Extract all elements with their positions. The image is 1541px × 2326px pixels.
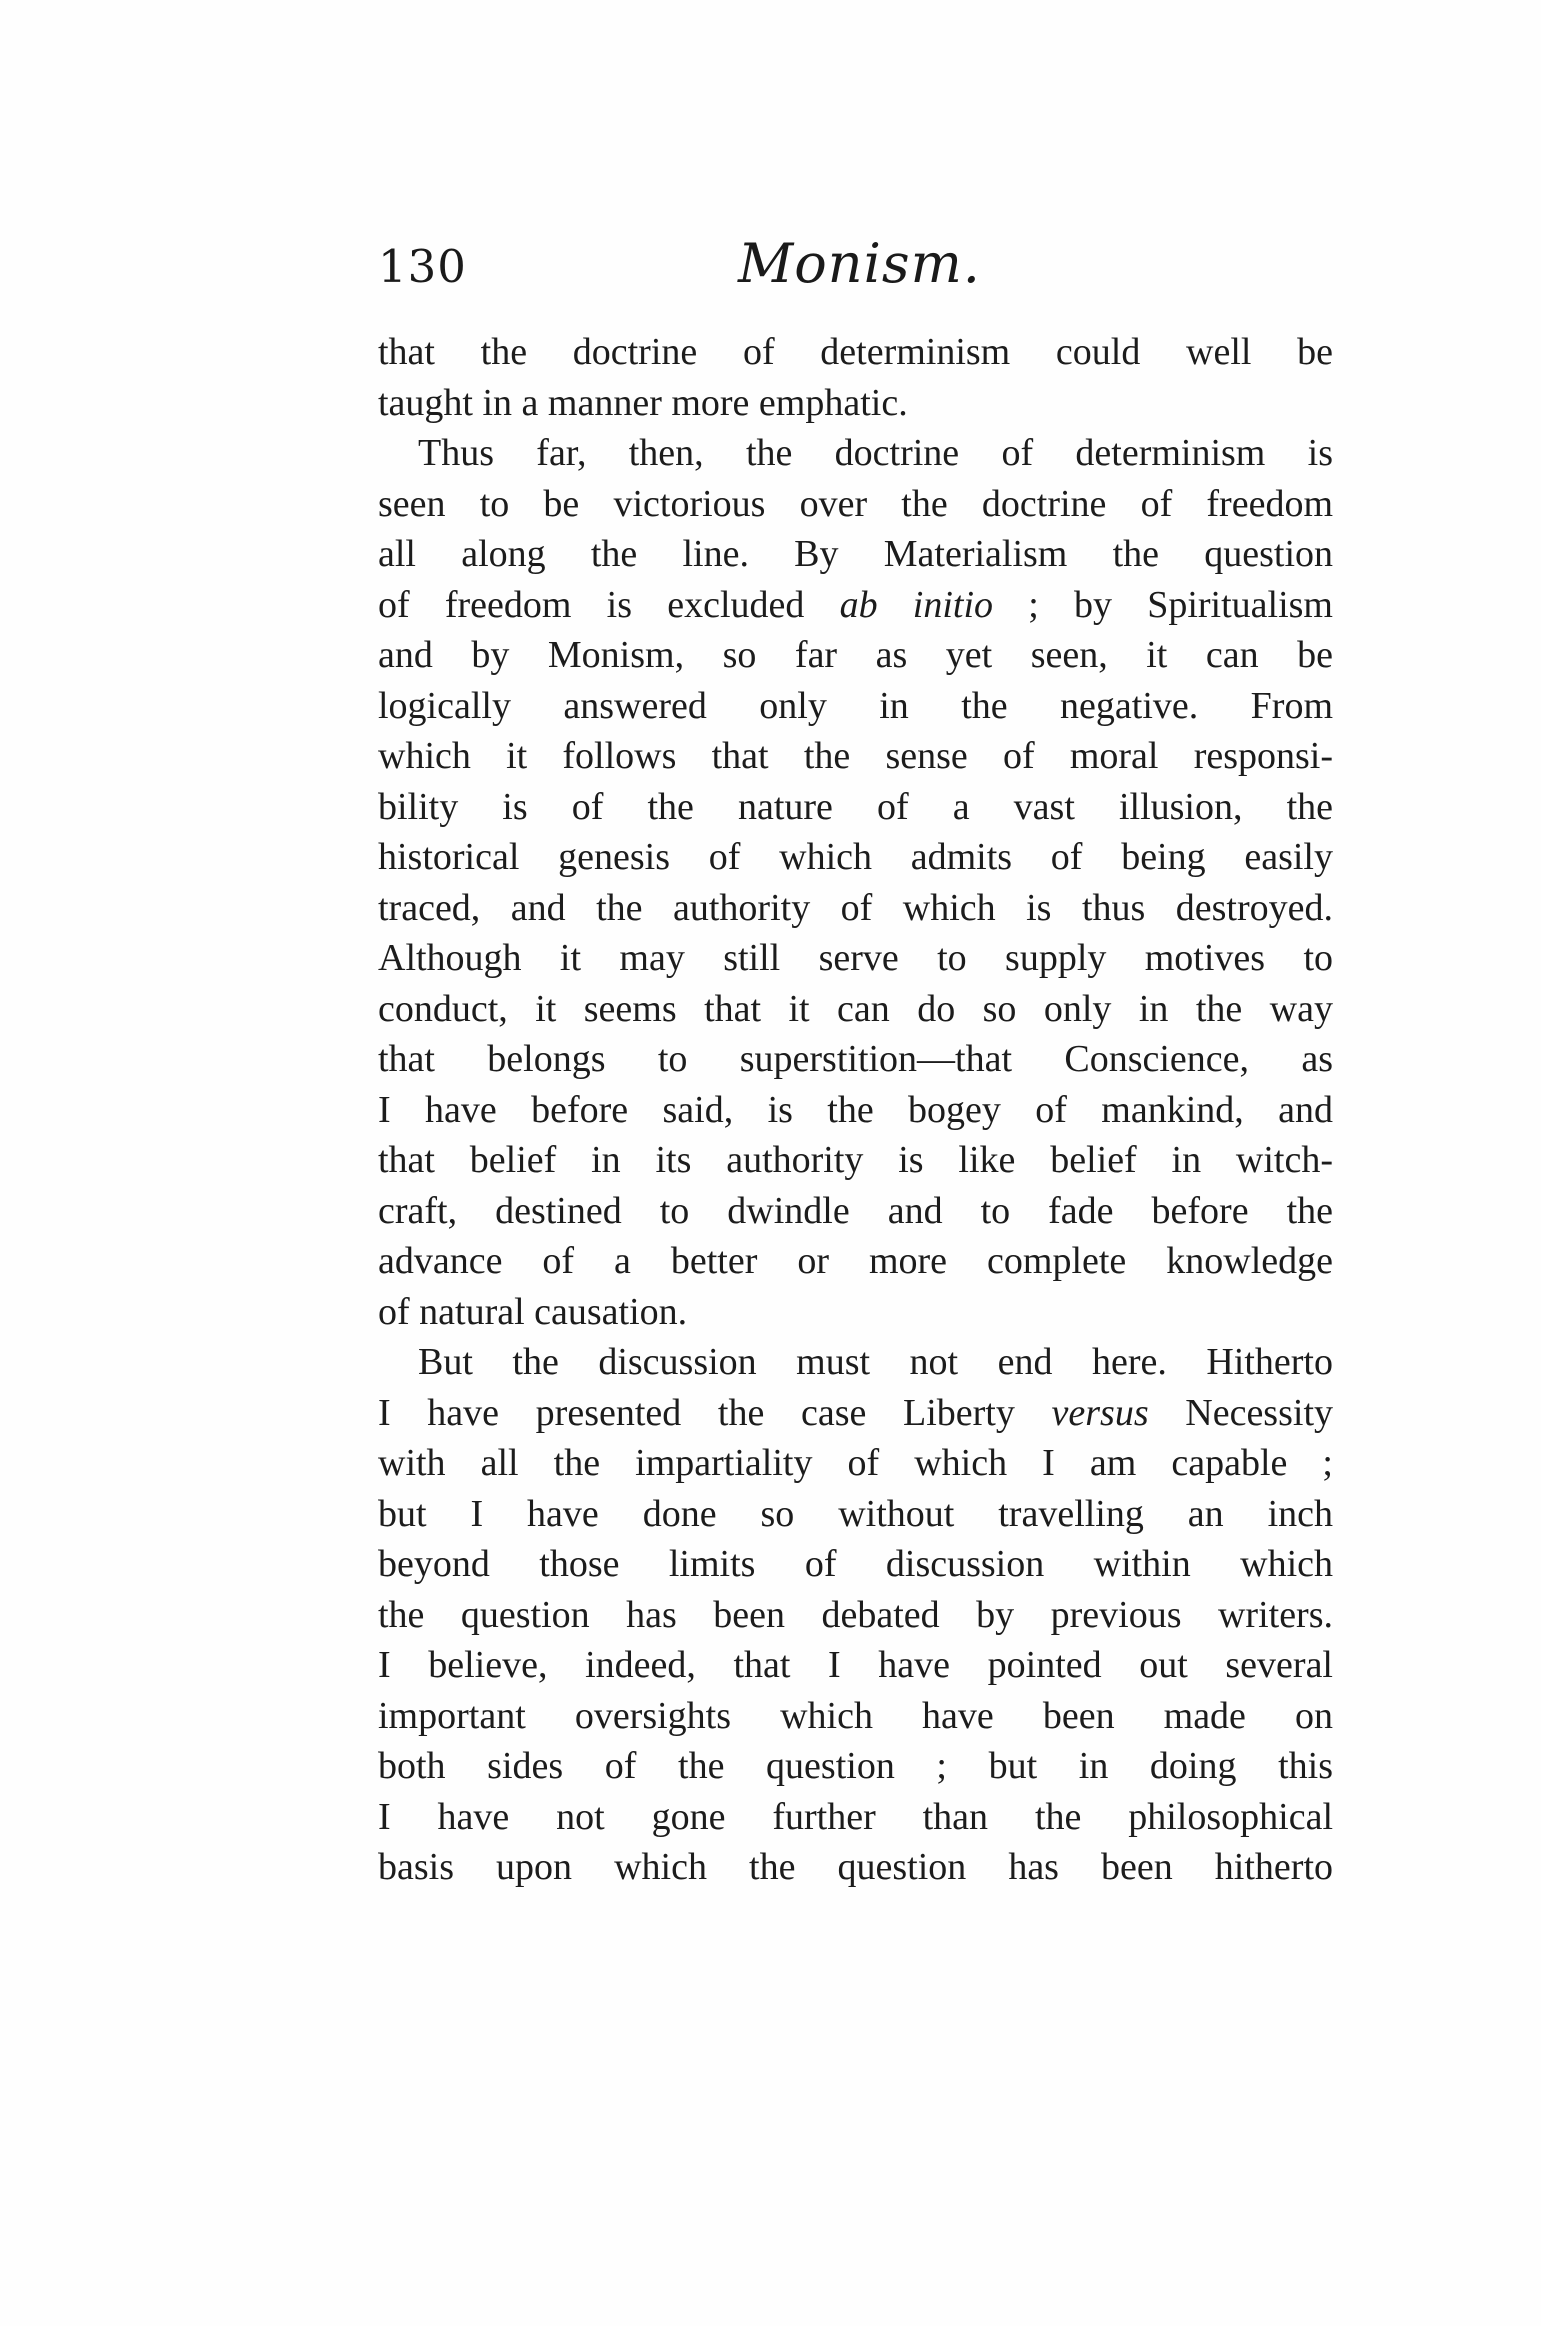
- text-line: Although it may still serve to supply motives to: [378, 937, 1333, 979]
- running-title: Monism.: [738, 232, 981, 295]
- text-line: important oversights which have been made on: [378, 1694, 1333, 1737]
- text-line: taught in a manner more emphatic.: [378, 381, 908, 424]
- text-line: historical genesis of which admits of being easily: [378, 836, 1333, 878]
- text-line: with all the impartiality of which I am capable ;: [378, 1442, 1333, 1484]
- text-line: but I have done so without travelling an inch: [378, 1492, 1333, 1535]
- text-line: advance of a better or more complete knowledge: [378, 1240, 1333, 1282]
- text-line: craft, destined to dwindle and to fade before the: [378, 1189, 1333, 1232]
- page-number: 130: [378, 240, 467, 293]
- text-segment: of freedom is excluded: [378, 583, 840, 626]
- text-line: that belief in its authority is like belief in witch-: [378, 1139, 1333, 1181]
- text-line: that the doctrine of determinism could well be: [378, 331, 1333, 373]
- text-line: [378, 580, 1333, 631]
- text-line: all along the line. By Materialism the question: [378, 533, 1333, 575]
- text-line: conduct, it seems that it can do so only in the way: [378, 987, 1333, 1030]
- text-line: the question has been debated by previous writers.: [378, 1593, 1333, 1636]
- text-line: Thus far, then, the doctrine of determinism is: [418, 432, 1333, 474]
- body-text: [378, 327, 1333, 1893]
- text-line: beyond those limits of discussion within which: [378, 1543, 1333, 1585]
- text-line: bility is of the nature of a vast illusion, the: [378, 785, 1333, 828]
- text-segment: Necessity: [1148, 1391, 1334, 1434]
- text-line: of natural causation.: [378, 1290, 688, 1333]
- italic-phrase: ab initio: [839, 583, 994, 626]
- text-line: I believe, indeed, that I have pointed out several: [378, 1644, 1333, 1686]
- text-line: traced, and the authority of which is thus destroyed.: [378, 886, 1333, 929]
- text-line: I have not gone further than the philosophical: [378, 1795, 1333, 1838]
- text-line: basis upon which the question has been hitherto: [378, 1846, 1333, 1888]
- text-line: that belongs to superstition—that Conscience, as: [378, 1038, 1333, 1080]
- text-segment: ; by Spiritualism: [1028, 583, 1333, 626]
- text-line: which it follows that the sense of moral responsi-: [378, 735, 1333, 777]
- text-line: I have before said, is the bogey of mankind, and: [378, 1088, 1333, 1131]
- text-line: seen to be victorious over the doctrine of freedom: [378, 482, 1333, 525]
- text-line: both sides of the question ; but in doing this: [378, 1745, 1333, 1787]
- page-header: [378, 232, 1333, 312]
- text-line: [378, 1388, 1333, 1439]
- text-segment: I have presented the case Liberty: [378, 1391, 1052, 1434]
- text-line: logically answered only in the negative. From: [378, 684, 1333, 727]
- text-line: But the discussion must not end here. Hitherto: [418, 1341, 1333, 1383]
- text-line: and by Monism, so far as yet seen, it can be: [378, 634, 1333, 676]
- italic-phrase: versus: [1051, 1391, 1149, 1434]
